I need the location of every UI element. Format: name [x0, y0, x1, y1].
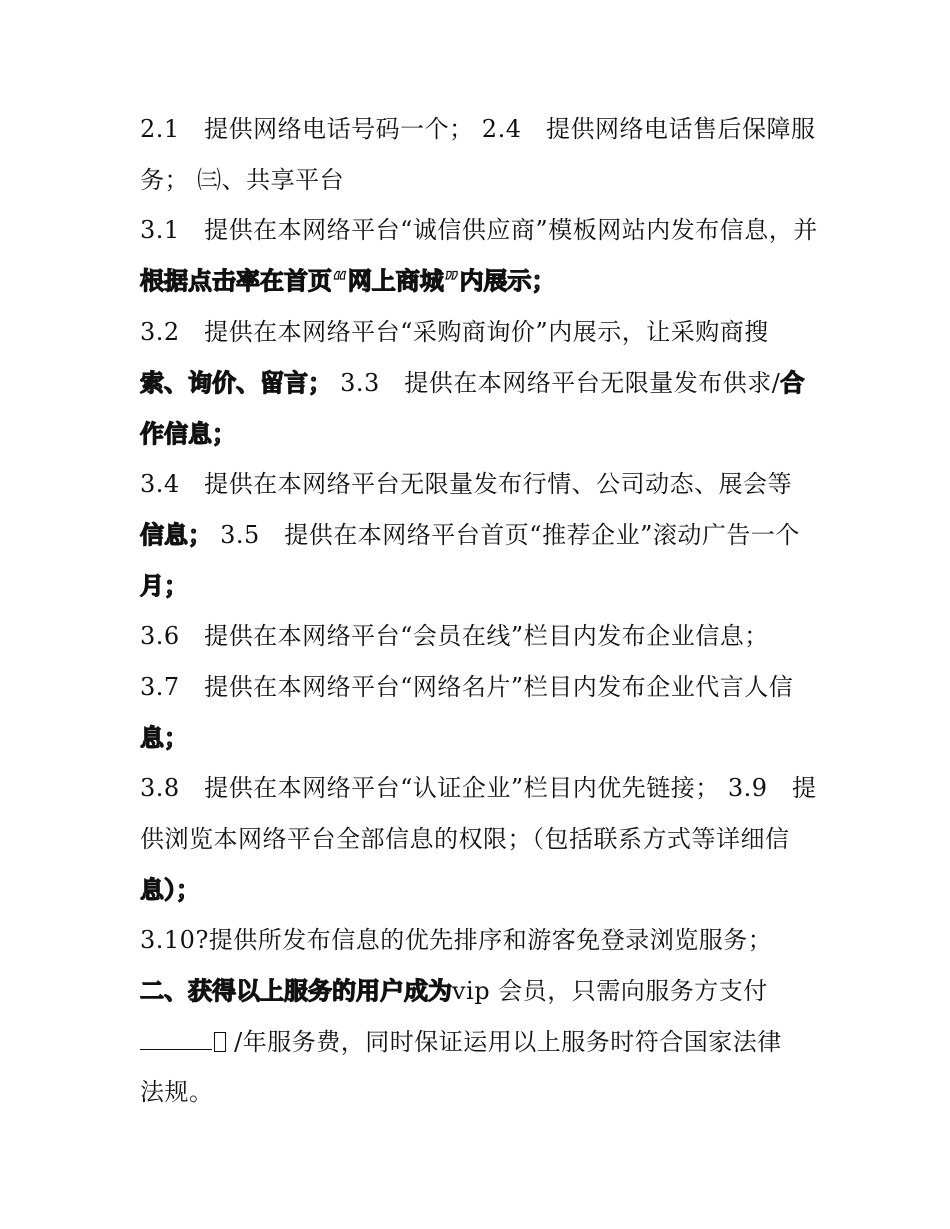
text-line	[140, 823, 830, 855]
line-text: 法规。	[140, 1078, 214, 1106]
fee-blank-underline	[140, 1027, 212, 1050]
text-line	[140, 214, 830, 246]
text-line	[140, 620, 830, 652]
outlined-text: 息）；	[140, 876, 200, 904]
text-line	[140, 671, 830, 703]
text-line	[140, 265, 830, 297]
text-line	[140, 924, 830, 956]
missing-glyph-box	[214, 1032, 226, 1052]
line-text: 3.6 提供在本网络平台“会员在线”栏目内发布企业信息；	[140, 622, 769, 650]
text-line	[140, 113, 830, 145]
text-line	[140, 722, 830, 754]
line-text: 3.8 提供在本网络平台“认证企业”栏目内优先链接； 3.9 提	[140, 774, 817, 802]
text-line	[140, 772, 830, 804]
outlined-text: 作信息；	[140, 420, 236, 448]
line-text: 供浏览本网络平台全部信息的权限；（包括联系方式等详细信	[140, 825, 790, 853]
outlined-text: 索、询价、留言；	[140, 369, 332, 397]
text-line	[140, 468, 830, 500]
outlined-text: 根据点击率在首页“网上商城”内展示；	[140, 267, 556, 295]
line-text: 3.1 提供在本网络平台“诚信供应商”模板网站内发布信息，并	[140, 216, 818, 244]
outlined-text: 信息；	[140, 521, 212, 549]
text-line	[140, 316, 830, 348]
text-line	[140, 975, 830, 1007]
text-line	[140, 164, 830, 196]
text-line	[140, 418, 830, 450]
line-text: 3.4 提供在本网络平台无限量发布行情、公司动态、展会等	[140, 470, 793, 498]
line-text: 3.3 提供在本网络平台无限量发布供求/	[332, 369, 781, 397]
line-text: 3.10?提供所发布信息的优先排序和游客免登录浏览服务；	[140, 926, 773, 954]
text-line	[140, 570, 830, 602]
outlined-text: 月；	[140, 572, 188, 600]
line-text: 2.1 提供网络电话号码一个； 2.4 提供网络电话售后保障服	[140, 115, 816, 143]
text-line	[140, 1076, 830, 1108]
text-line	[140, 1026, 830, 1058]
line-text: /年服务费，同时保证运用以上服务时符合国家法律	[234, 1028, 782, 1056]
line-text: 3.7 提供在本网络平台“网络名片”栏目内发布企业代言人信	[140, 673, 794, 701]
line-text: vip 会员，只需向服务方支付	[452, 977, 768, 1005]
text-line	[140, 874, 830, 906]
line-text: 3.5 提供在本网络平台首页“推荐企业”滚动广告一个	[212, 521, 800, 549]
text-line	[140, 519, 830, 551]
outlined-text: 二、获得以上服务的用户成为	[140, 977, 452, 1005]
line-text: 3.2 提供在本网络平台“采购商询价”内展示，让采购商搜	[140, 318, 769, 346]
outlined-text: 合	[780, 369, 805, 397]
text-line	[140, 367, 830, 399]
line-text: 务； ㈢、共享平台	[140, 166, 345, 194]
outlined-text: 息；	[140, 724, 188, 752]
